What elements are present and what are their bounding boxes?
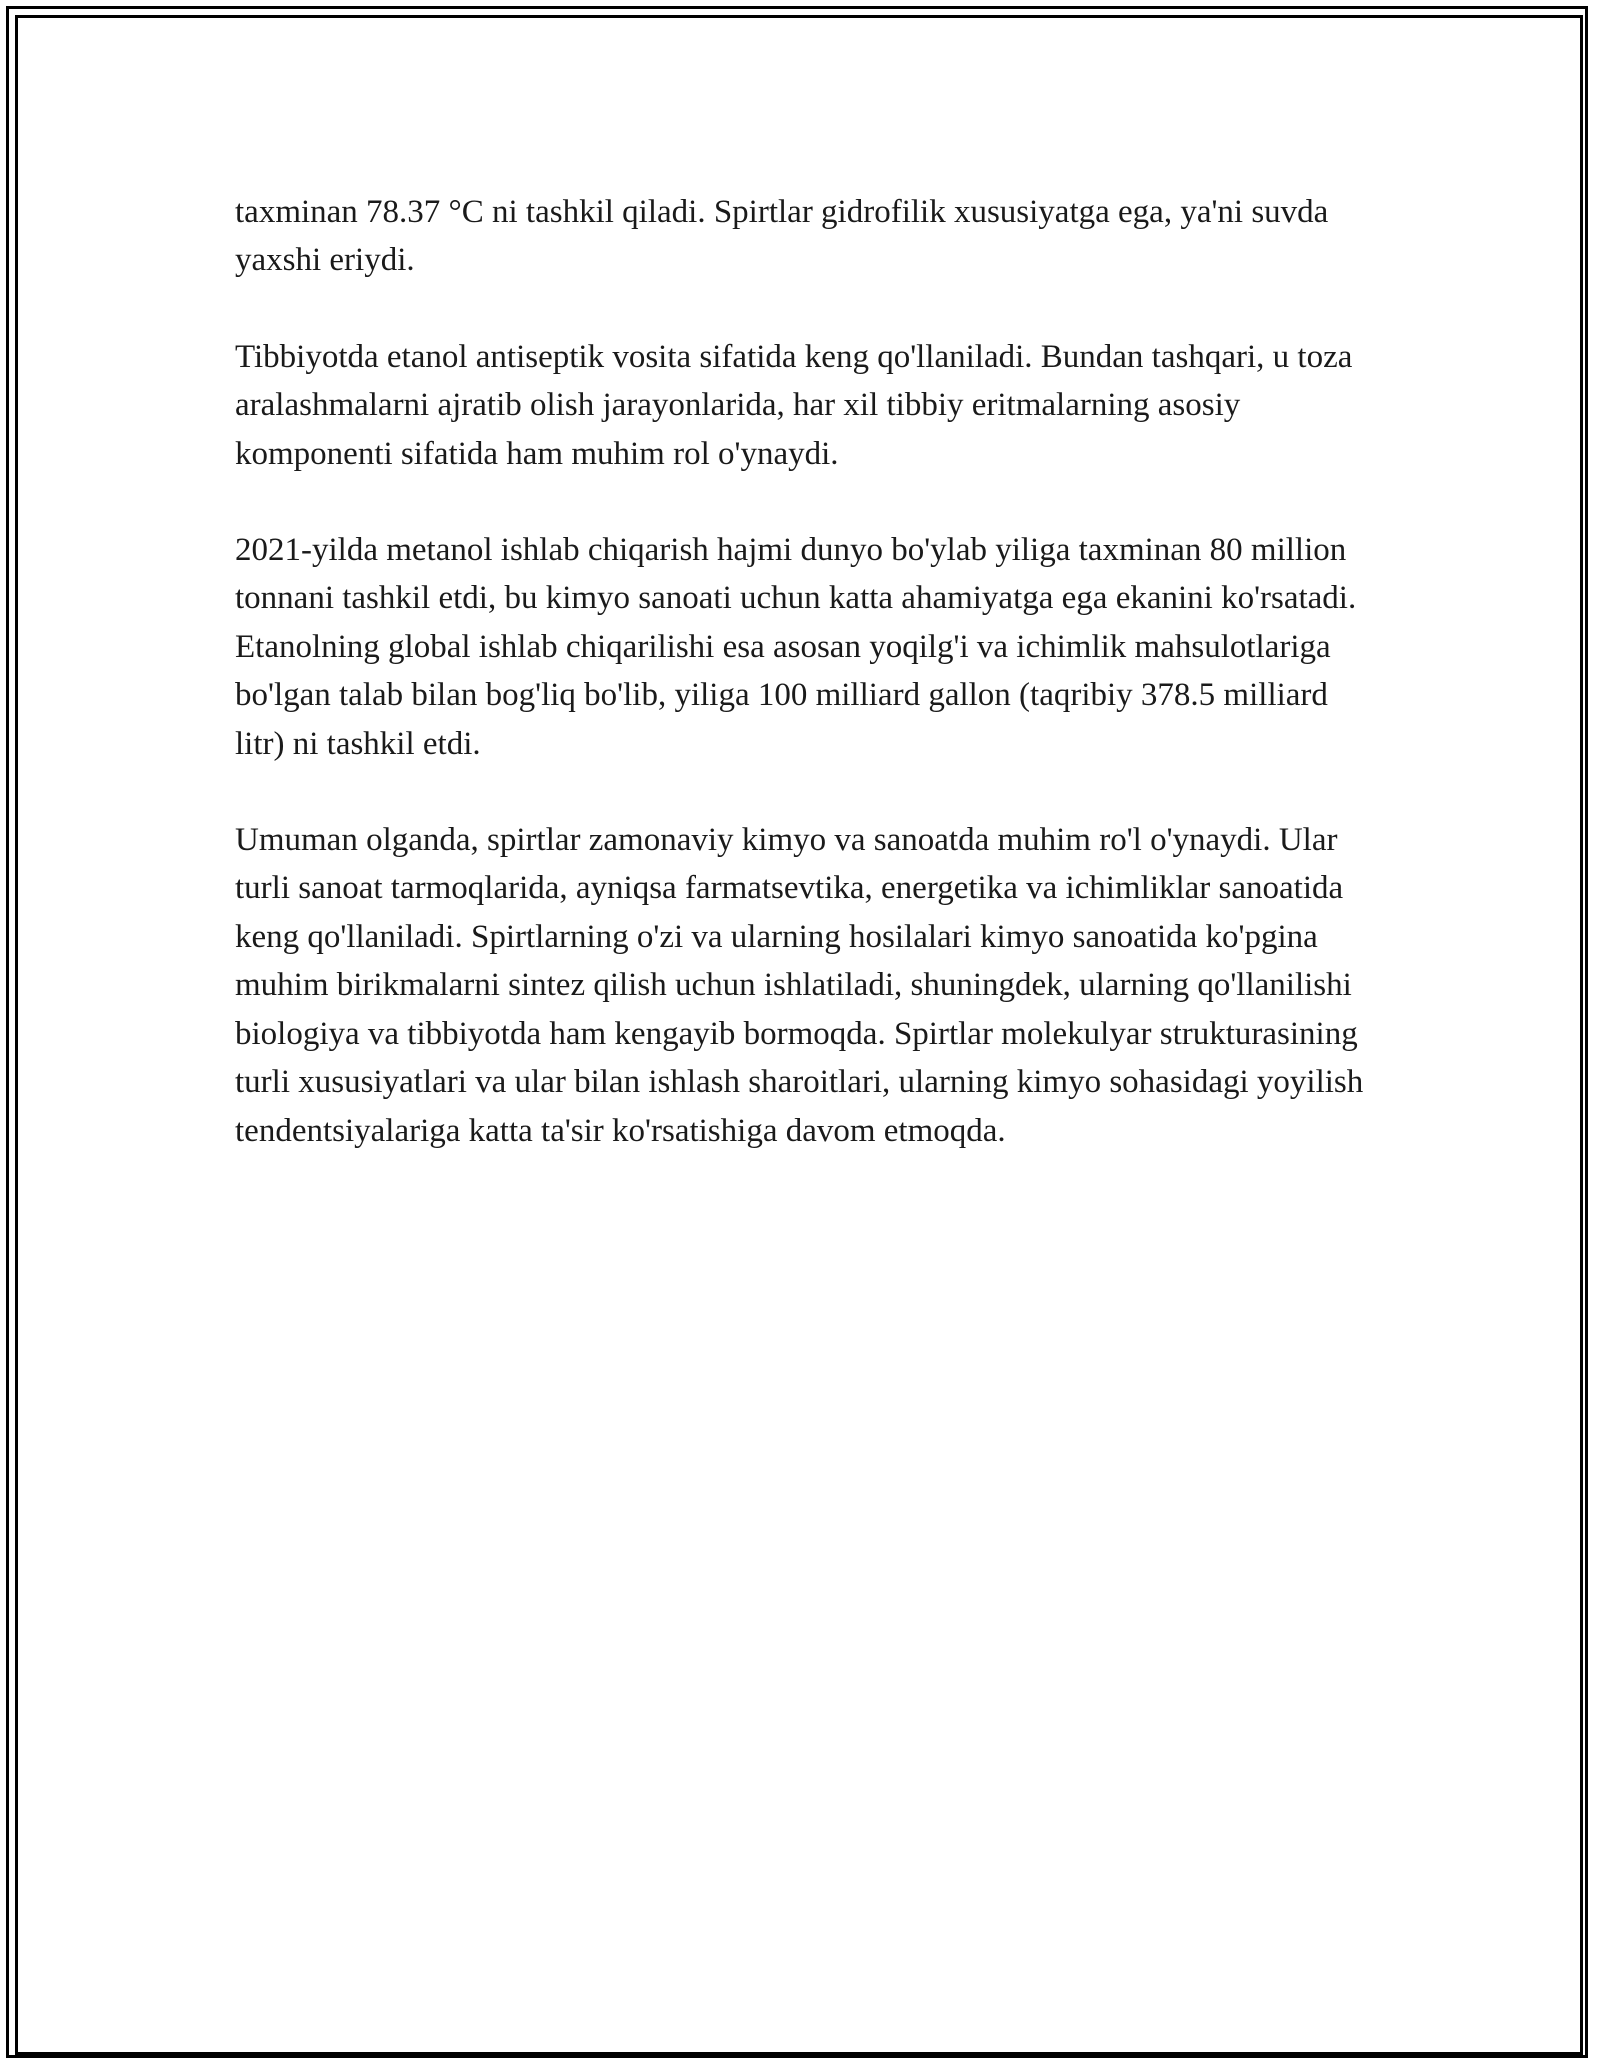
document-body (235, 188, 1365, 1203)
paragraph-production-volume: 2021-yilda metanol ishlab chiqarish hajmi dunyo bo'ylab yiliga taxminan 80 million tonnani tashkil etdi, bu kimyo sanoati uchun katta ahamiyatga ega ekanini ko'rsatadi. Etanolning global ishlab chiqarilishi esa asosan yoqilg'i va ichimlik mahsulotlariga bo'lgan talab bilan bog'liq bo'lib, yiliga 100 milliard gallon (taqribiy 378.5 milliard litr) ni tashkil etdi. (235, 532, 1357, 762)
paragraph-boiling-point: taxminan 78.37 °C ni tashkil qiladi. Spirtlar gidrofilik xususiyatga ega, ya'ni suvda yaxshi eriydi. (235, 194, 1329, 279)
paragraph-conclusion: Umuman olganda, spirtlar zamonaviy kimyo va sanoatda muhim ro'l o'ynaydi. Ular turli sanoat tarmoqlarida, ayniqsa farmatsevtika, energetika va ichimliklar sanoatida keng qo'llaniladi. Spirtlarning o'zi va ularning hosilalari kimyo sanoatida ko'pgina muhim birikmalarni sintez qilish uchun ishlatiladi, shuningdek, ularning qo'llanilishi biologiya va tibbiyotda ham kengayib bormoqda. Spirtlar molekulyar strukturasining turli xususiyatlari va ular bilan ishlash sharoitlari, ularning kimyo sohasidagi yoyilish tendentsiyalariga katta ta'sir ko'rsatishiga davom etmoqda. (235, 822, 1364, 1149)
paragraph-medical-use: Tibbiyotda etanol antiseptik vosita sifatida keng qo'llaniladi. Bundan tashqari, u toza aralashmalarni ajratib olish jarayonlarida, har xil tibbiy eritmalarning asosiy komponenti sifatida ham muhim rol o'ynaydi. (235, 338, 1353, 472)
